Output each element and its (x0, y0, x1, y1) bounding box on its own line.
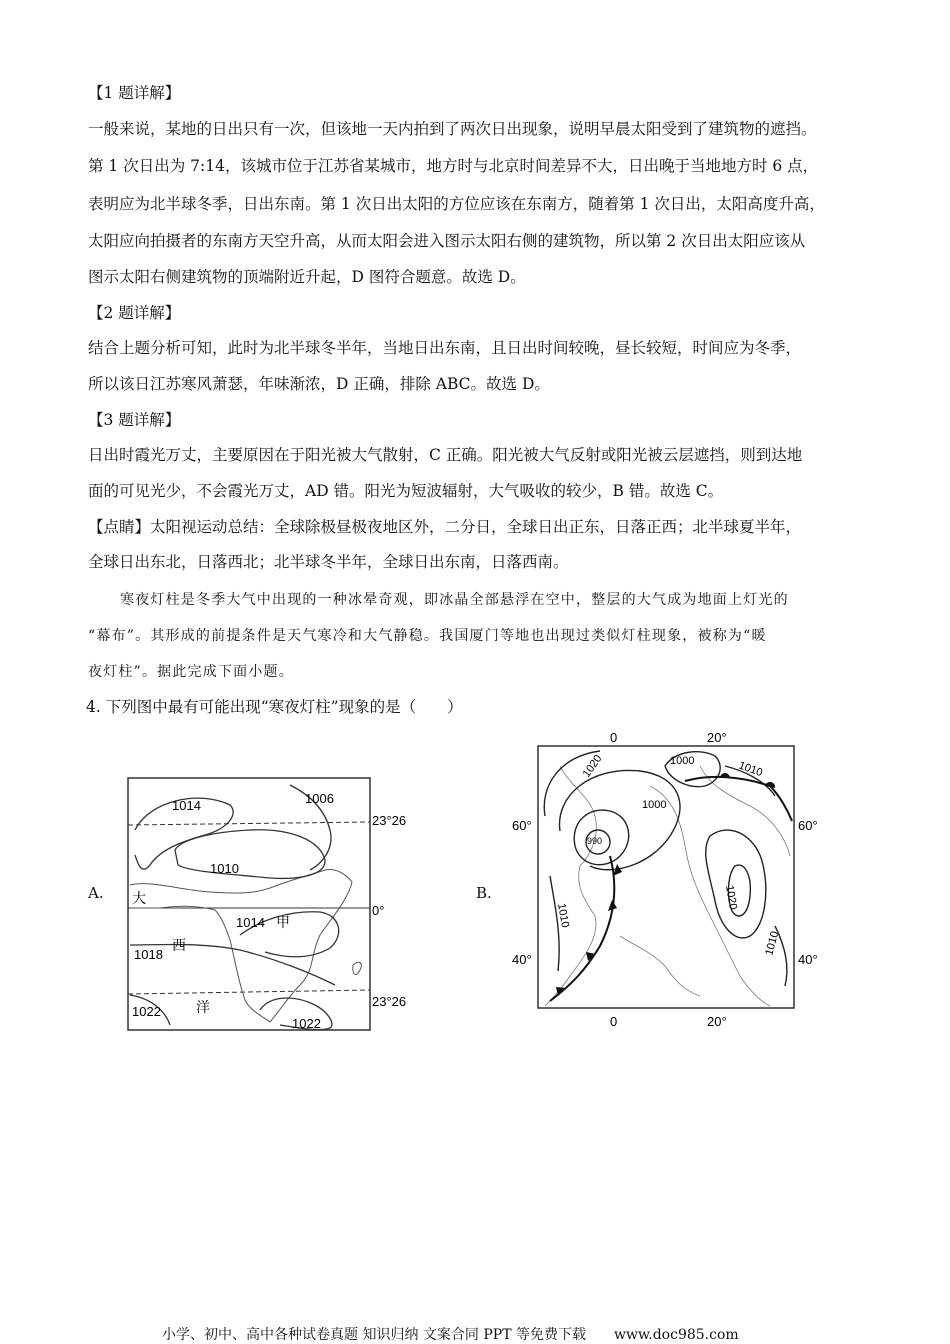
place-char: 西 (172, 937, 186, 953)
text-line: 全球日出东北，日落西北；北半球冬半年，全球日出东南，日落西南。 (88, 553, 569, 571)
isobar-label: 990 (587, 836, 603, 846)
text-line: 面的可见光少，不会霞光万丈，AD 错。阳光为短波辐射，大气吸收的较少，B 错。故选 C。 (88, 482, 724, 500)
isobar-label: 1014 (172, 798, 201, 813)
longitude-label: 0 (610, 1014, 618, 1029)
isobar-label: 1020 (723, 884, 740, 911)
text-line: 太阳应向拍摄者的东南方天空升高，从而太阳会进入图示太阳右侧的建筑物，所以第 2 次日出太阳应该从 (88, 232, 806, 250)
question-4: 4. 下列图中最有可能出现“寒夜灯柱”现象的是（ ） (86, 698, 463, 716)
latitude-label: 23°26 (372, 813, 407, 828)
intro-line: “幕布”。其形成的前提条件是天气寒冷和大气静稳。我国厦门等地也出现过类似灯柱现象，被称为“暖 (88, 628, 767, 644)
longitude-label: 20° (707, 1014, 727, 1029)
longitude-label: 0 (610, 730, 618, 745)
isobar-label: 1022 (292, 1016, 321, 1031)
latitude-label: 40° (798, 952, 818, 967)
isobar-label: 1022 (132, 1004, 161, 1019)
latitude-label: 40° (512, 952, 532, 967)
isobar-label: 1000 (642, 799, 667, 811)
text-line: 日出时霞光万丈，主要原因在于阳光被大气散射，C 正确。阳光被大气反射或阳光被云层遮挡，则到达地 (88, 446, 803, 464)
text-line: 结合上题分析可知，此时为北半球冬半年，当地日出东南，且日出时间较晚，昼长较短，时间应为冬季， (88, 339, 802, 357)
isobar-label: 1000 (670, 755, 695, 767)
text-line: 表明应为北半球冬季，日出东南。第 1 次日出太阳的方位应该在东南方，随着第 1 次日出，太阳高度升高， (88, 195, 825, 213)
text-line: 【点睛】太阳视运动总结：全球除极昼极夜地区外，二分日，全球日出正东，日落正西；北半球夏半年， (88, 518, 802, 536)
latitude-label: 0° (372, 903, 385, 918)
text-line: 一般来说，某地的日出只有一次，但该地一天内拍到了两次日出现象，说明早晨太阳受到了建筑物的遮挡。 (88, 120, 817, 138)
latitude-label: 60° (512, 818, 532, 833)
option-a-label: A. (88, 884, 104, 902)
isobar-label: 1010 (736, 759, 765, 780)
latitude-label: 60° (798, 818, 818, 833)
place-char: 洋 (196, 999, 210, 1015)
latitude-label: 23°26 (372, 994, 407, 1009)
text-line: 所以该日江苏寒风萧瑟，年味渐浓，D 正确，排除 ABC。故选 D。 (88, 375, 550, 393)
isobar-label: 1010 (210, 861, 239, 876)
longitude-label: 20° (707, 730, 727, 745)
option-a-map (120, 770, 420, 1040)
option-b-label: B. (476, 884, 492, 902)
option-b-map (500, 726, 840, 1036)
text-line: 【1 题详解】 (88, 84, 181, 102)
isobar-label: 1010 (555, 902, 572, 929)
isobar-label: 1020 (580, 752, 605, 780)
text-line: 【3 题详解】 (88, 411, 181, 429)
point-label: 甲 (276, 914, 290, 930)
place-char: 大 (132, 890, 146, 906)
isobar-label: 1010 (763, 930, 782, 957)
isobar-label: 1018 (134, 947, 163, 962)
intro-line: 夜灯柱”。据此完成下面小题。 (88, 664, 294, 680)
text-line: 第 1 次日出为 7:14，该城市位于江苏省某城市，地方时与北京时间差异不大，日出晚于当地地方时 6 点， (88, 157, 819, 175)
isobar-label: 1006 (305, 791, 334, 806)
intro-line: 寒夜灯柱是冬季大气中出现的一种冰晕奇观，即冰晶全部悬浮在空中，整层的大气成为地面上灯光的 (120, 592, 789, 608)
text-line: 图示太阳右侧建筑物的顶端附近升起，D 图符合题意。故选 D。 (88, 268, 526, 286)
isobar-label: 1014 (236, 915, 265, 930)
text-line: 【2 题详解】 (88, 304, 181, 322)
page-footer: 小学、初中、高中各种试卷真题 知识归纳 文案合同 PPT 等免费下载 www.doc985.com (162, 1327, 739, 1343)
